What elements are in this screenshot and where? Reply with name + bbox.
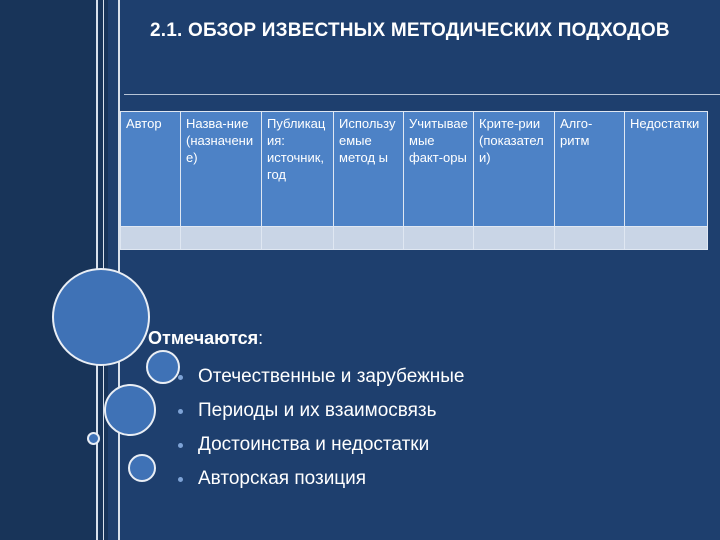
decor-vertical-line [118, 0, 120, 540]
table-cell[interactable] [181, 227, 262, 250]
bullet-icon [178, 409, 183, 414]
bullet-icon [178, 375, 183, 380]
table-header-row [121, 112, 708, 227]
header-cell-publication: Публикация: источник, год [262, 112, 334, 227]
decor-circle-small [128, 454, 156, 482]
notes-heading-colon: : [258, 328, 264, 348]
decor-circle-medium [104, 384, 156, 436]
table-cell[interactable] [334, 227, 404, 250]
title-divider [124, 94, 720, 95]
header-cell-drawbacks: Недостатки [625, 112, 708, 227]
table-cell[interactable] [262, 227, 334, 250]
list-item [178, 360, 465, 394]
list-item-text: Достоинства и недостатки [198, 434, 430, 455]
list-item-text: Периоды и их взаимосвязь [198, 400, 437, 421]
slide-title: 2.1. ОБЗОР ИЗВЕСТНЫХ МЕТОДИЧЕСКИХ ПОДХОДОВ [150, 20, 670, 41]
notes-heading [148, 328, 263, 349]
header-cell-factors: Учитываемые факт-оры [404, 112, 474, 227]
header-cell-criteria: Крите-рии (показатели) [474, 112, 555, 227]
header-cell-name: Назва-ние (назначение) [181, 112, 262, 227]
methods-table [120, 111, 708, 250]
header-cell-methods: Используемые метод ы [334, 112, 404, 227]
decor-circle-dot [87, 432, 100, 445]
header-cell-algorithm: Алго-ритм [555, 112, 625, 227]
list-item-text: Отечественные и зарубежные [198, 366, 465, 387]
table-cell[interactable] [121, 227, 181, 250]
header-cell-author: Автор [121, 112, 181, 227]
list-item [178, 462, 465, 496]
list-item-text: Авторская позиция [198, 468, 367, 489]
table-cell[interactable] [625, 227, 708, 250]
table-cell[interactable] [474, 227, 555, 250]
decor-circle-large [52, 268, 150, 366]
table-row [121, 227, 708, 250]
table-cell[interactable] [404, 227, 474, 250]
bullet-icon [178, 443, 183, 448]
decor-circle-small [146, 350, 180, 384]
list-item [178, 394, 465, 428]
table-cell[interactable] [555, 227, 625, 250]
notes-list [178, 360, 465, 496]
bullet-icon [178, 477, 183, 482]
notes-heading-strong: Отмечаются [148, 328, 259, 348]
list-item [178, 428, 465, 462]
